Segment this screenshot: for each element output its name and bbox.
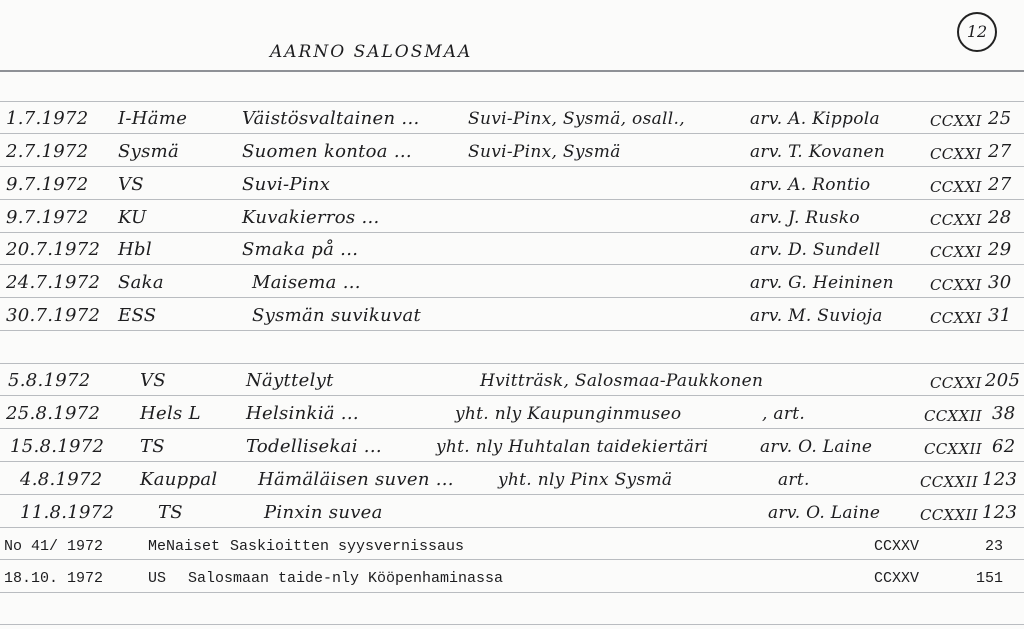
entry-volume: CCXXI xyxy=(930,211,982,229)
entry-page: 29 xyxy=(988,239,1012,260)
ruled-line xyxy=(0,624,1024,625)
entry-date: 9.7.1972 xyxy=(6,174,89,195)
entry-credit: arv. M. Suvioja xyxy=(750,306,883,326)
entry-date: 24.7.1972 xyxy=(6,272,101,293)
entry-source: Saka xyxy=(118,272,164,293)
entry-volume: CCXXI xyxy=(930,243,982,261)
entry-source: Hels L xyxy=(140,403,201,424)
entry-page: 28 xyxy=(988,207,1012,228)
entry-date: 2.7.1972 xyxy=(6,141,89,162)
typed-entry-page: 151 xyxy=(976,570,1004,587)
entry-credit: arv. G. Heininen xyxy=(750,273,894,293)
entry-source: Sysmä xyxy=(118,141,180,162)
ruled-line xyxy=(0,395,1024,396)
entry-date: 1.7.1972 xyxy=(6,108,89,129)
entry-title: Smaka på ... xyxy=(242,239,359,260)
entry-credit: arv. J. Rusko xyxy=(750,208,860,228)
entry-page: 31 xyxy=(988,305,1012,326)
entry-page: 30 xyxy=(988,272,1012,293)
entry-title: Suvi-Pinx xyxy=(242,174,331,195)
entry-date: 25.8.1972 xyxy=(6,403,101,424)
entry-credit: arv. A. Rontio xyxy=(750,175,871,195)
entry-volume: CCXXII xyxy=(920,506,978,524)
ruled-line xyxy=(0,166,1024,167)
typed-entry-title: Salosmaan taide-nly Kööpenhaminassa xyxy=(188,570,504,587)
ruled-line xyxy=(0,101,1024,102)
entry-source: KU xyxy=(118,207,147,228)
entry-page: 123 xyxy=(982,469,1018,490)
typed-entry-source: US xyxy=(148,570,167,587)
ruled-line xyxy=(0,494,1024,495)
entry-credit: arv. D. Sundell xyxy=(750,240,881,260)
entry-note: yht. nly Kaupunginmuseo xyxy=(455,404,682,424)
entry-page: 27 xyxy=(988,174,1012,195)
header-rule xyxy=(0,70,1024,72)
entry-date: 4.8.1972 xyxy=(20,469,103,490)
entry-volume: CCXXII xyxy=(924,407,982,425)
entry-volume: CCXXI xyxy=(930,145,982,163)
typed-entry-volume: CCXXV xyxy=(874,538,920,555)
entry-page: 27 xyxy=(988,141,1012,162)
entry-note: yht. nly Pinx Sysmä xyxy=(498,470,673,490)
entry-credit: art. xyxy=(778,470,810,490)
entry-volume: CCXXII xyxy=(920,473,978,491)
entry-title: Maisema ... xyxy=(252,272,361,293)
entry-title: Suomen kontoa ... xyxy=(242,141,412,162)
entry-source: Kauppal xyxy=(140,469,218,490)
entry-note: Hvitträsk, Salosmaa-Paukkonen xyxy=(480,371,764,391)
ruled-line xyxy=(0,133,1024,134)
entry-title: Todellisekai ... xyxy=(246,436,382,457)
typed-entry-page: 23 xyxy=(985,538,1004,555)
entry-source: TS xyxy=(140,436,165,457)
typed-entry-date: 18.10. 1972 xyxy=(4,570,104,587)
entry-note: Suvi-Pinx, Sysmä, osall., xyxy=(468,109,685,129)
entry-source: VS xyxy=(140,370,166,391)
entry-credit: arv. T. Kovanen xyxy=(750,142,885,162)
entry-date: 9.7.1972 xyxy=(6,207,89,228)
entry-credit: arv. O. Laine xyxy=(760,437,873,457)
entry-title: Helsinkiä ... xyxy=(246,403,359,424)
ruled-line xyxy=(0,264,1024,265)
ruled-line xyxy=(0,461,1024,462)
entry-volume: CCXXI xyxy=(930,309,982,327)
entry-page: 38 xyxy=(992,403,1016,424)
entry-title: Väistösvaltainen ... xyxy=(242,108,420,129)
ruled-line xyxy=(0,559,1024,560)
entry-credit: arv. O. Laine xyxy=(768,503,881,523)
entry-title: Näyttelyt xyxy=(246,370,334,391)
entry-page: 25 xyxy=(988,108,1012,129)
entry-note: yht. nly Huhtalan taidekiertäri xyxy=(436,437,709,457)
entry-note: Suvi-Pinx, Sysmä xyxy=(468,142,621,162)
entry-date: 5.8.1972 xyxy=(8,370,91,391)
entry-date: 30.7.1972 xyxy=(6,305,101,326)
entry-source: TS xyxy=(158,502,183,523)
entry-volume: CCXXI xyxy=(930,112,982,130)
entry-title: Kuvakierros ... xyxy=(242,207,380,228)
entry-title: Pinxin suvea xyxy=(264,502,383,523)
entry-title: Hämäläisen suven ... xyxy=(258,469,454,490)
ruled-line xyxy=(0,592,1024,593)
entry-page: 123 xyxy=(982,502,1018,523)
entry-page: 205 xyxy=(985,370,1021,391)
entry-date: 11.8.1972 xyxy=(20,502,115,523)
ruled-line xyxy=(0,428,1024,429)
ruled-line xyxy=(0,363,1024,364)
ruled-line xyxy=(0,297,1024,298)
entry-credit: arv. A. Kippola xyxy=(750,109,880,129)
entry-date: 20.7.1972 xyxy=(6,239,101,260)
entry-volume: CCXXI xyxy=(930,178,982,196)
entry-volume: CCXXI xyxy=(930,374,982,392)
entry-source: ESS xyxy=(118,305,157,326)
entry-source: VS xyxy=(118,174,144,195)
entry-source: Hbl xyxy=(118,239,152,260)
ruled-line xyxy=(0,330,1024,331)
card-title: AARNO SALOSMAA xyxy=(270,42,473,62)
entry-volume: CCXXI xyxy=(930,276,982,294)
card-number: 12 xyxy=(957,12,997,52)
entry-page: 62 xyxy=(992,436,1016,457)
entry-volume: CCXXII xyxy=(924,440,982,458)
typed-entry-source: MeNaiset xyxy=(148,538,221,555)
ruled-line xyxy=(0,199,1024,200)
typed-entry-volume: CCXXV xyxy=(874,570,920,587)
typed-entry-title: Saskioitten syysvernissaus xyxy=(230,538,465,555)
typed-entry-date: No 41/ 1972 xyxy=(4,538,104,555)
entry-credit: , art. xyxy=(762,404,806,424)
entry-date: 15.8.1972 xyxy=(10,436,105,457)
entry-source: I-Häme xyxy=(118,108,188,129)
ruled-line xyxy=(0,232,1024,233)
entry-title: Sysmän suvikuvat xyxy=(252,305,422,326)
ruled-line xyxy=(0,527,1024,528)
